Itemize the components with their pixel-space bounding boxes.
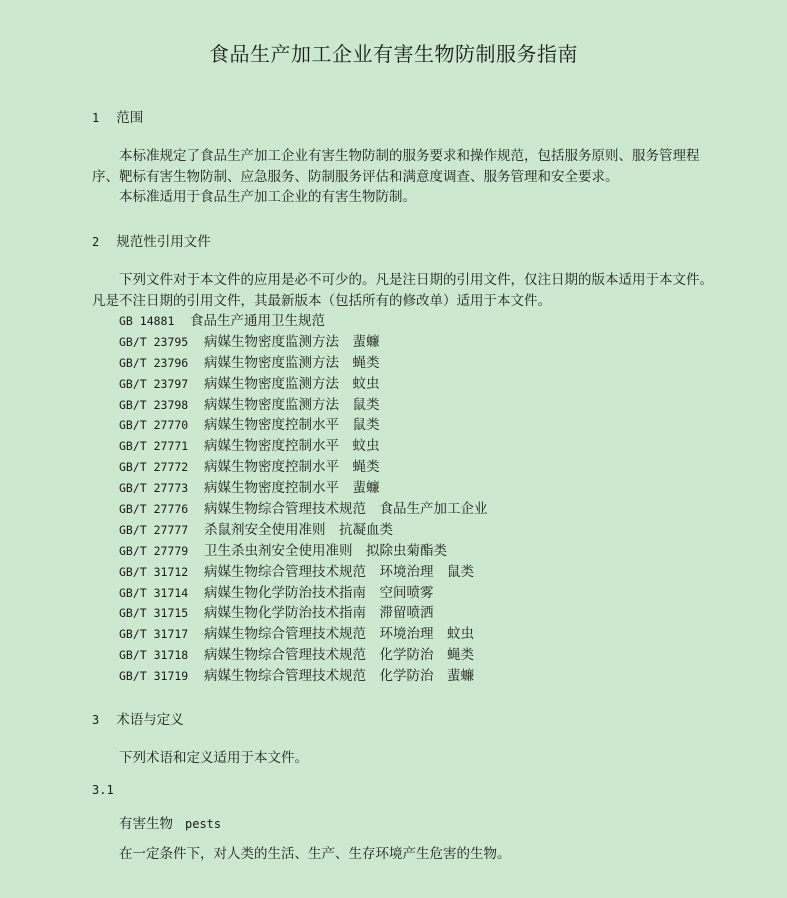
reference-code: GB/T 27777 [119, 522, 189, 537]
reference-code: GB/T 23797 [119, 376, 189, 391]
section-2-number: 2 [92, 235, 100, 249]
reference-item [119, 499, 488, 520]
reference-code: GB/T 27771 [119, 439, 189, 454]
term-entry [119, 812, 221, 832]
reference-item [119, 562, 488, 583]
reference-code: GB/T 27773 [119, 481, 189, 496]
reference-title: 病媒生物密度控制水平 鼠类 [204, 417, 380, 434]
term-english: pests [185, 817, 222, 831]
reference-title: 病媒生物化学防治技术指南 滞留喷洒 [204, 605, 434, 622]
reference-code: GB/T 23795 [119, 334, 189, 349]
reference-item [119, 374, 488, 395]
document-title: 食品生产加工企业有害生物防制服务指南 [209, 42, 578, 66]
reference-code: GB/T 31717 [119, 627, 189, 642]
section-2-heading [92, 230, 211, 250]
reference-code: GB/T 31719 [119, 669, 189, 684]
section-1-number: 1 [92, 111, 100, 125]
reference-title: 病媒生物综合管理技术规范 食品生产加工企业 [204, 501, 488, 518]
reference-item [119, 332, 488, 353]
reference-title: 病媒生物密度控制水平 蜚蠊 [204, 480, 380, 497]
reference-item [119, 603, 488, 624]
section-1-paragraph-1: 本标准规定了食品生产加工企业有害生物防制的服务要求和操作规范，包括服务原则、服务管理程序、靶标有害生物防制、应急服务、防制服务评估和满意度调查、服务管理和安全要求。 [92, 148, 700, 185]
reference-title: 病媒生物密度控制水平 蝇类 [204, 459, 380, 476]
reference-code: GB/T 23796 [119, 355, 189, 370]
reference-item [119, 520, 488, 541]
reference-code: GB/T 27772 [119, 460, 189, 475]
section-3-title: 术语与定义 [116, 712, 184, 728]
term-number: 3.1 [92, 783, 114, 797]
section-1-paragraph-2: 本标准适用于食品生产加工企业的有害生物防制。 [119, 189, 416, 205]
reference-code: GB/T 31714 [119, 585, 189, 600]
reference-item [119, 645, 488, 666]
reference-title: 杀鼠剂安全使用准则 抗凝血类 [204, 521, 393, 538]
reference-title: 病媒生物综合管理技术规范 环境治理 鼠类 [204, 563, 474, 580]
term-chinese: 有害生物 [119, 816, 173, 832]
reference-title: 病媒生物化学防治技术指南 空间喷雾 [204, 584, 434, 601]
reference-item [119, 436, 488, 457]
reference-title: 卫生杀虫剂安全使用准则 拟除虫菊酯类 [204, 542, 447, 559]
reference-item [119, 395, 488, 416]
reference-code: GB/T 27770 [119, 418, 189, 433]
reference-item [119, 353, 488, 374]
reference-title: 病媒生物密度监测方法 鼠类 [204, 396, 380, 413]
reference-title: 病媒生物综合管理技术规范 化学防治 蝇类 [204, 647, 474, 664]
section-3-number: 3 [92, 713, 100, 727]
reference-title: 病媒生物综合管理技术规范 化学防治 蜚蠊 [204, 668, 474, 685]
reference-item [119, 666, 488, 687]
reference-item [119, 311, 488, 332]
reference-item [119, 457, 488, 478]
reference-code: GB/T 31712 [119, 564, 189, 579]
reference-code: GB/T 31715 [119, 606, 189, 621]
section-1-heading [92, 106, 143, 126]
reference-title: 病媒生物密度监测方法 蜚蠊 [204, 333, 380, 350]
reference-title: 病媒生物密度控制水平 蚊虫 [204, 438, 380, 455]
reference-title: 病媒生物密度监测方法 蚊虫 [204, 375, 380, 392]
reference-title: 病媒生物综合管理技术规范 环境治理 蚊虫 [204, 626, 474, 643]
reference-item [119, 415, 488, 436]
section-2-title: 规范性引用文件 [116, 234, 211, 250]
section-3-intro: 下列术语和定义适用于本文件。 [119, 750, 308, 766]
reference-code: GB/T 23798 [119, 397, 189, 412]
section-2-intro: 下列文件对于本文件的应用是必不可少的。凡是注日期的引用文件，仅注日期的版本适用于本文件。凡是不注日期的引用文件，其最新版本（包括所有的修改单）适用于本文件。 [92, 272, 713, 309]
section-3-heading [92, 708, 184, 728]
section-1-title: 范围 [116, 110, 144, 126]
reference-title: 食品生产通用卫生规范 [190, 313, 325, 329]
reference-item [119, 624, 488, 645]
reference-item [119, 478, 488, 499]
reference-title: 病媒生物密度监测方法 蝇类 [204, 354, 380, 371]
reference-item [119, 583, 488, 604]
reference-code: GB/T 27776 [119, 502, 189, 517]
normative-references-list [119, 311, 488, 687]
term-definition: 在一定条件下，对人类的生活、生产、生存环境产生危害的生物。 [119, 846, 511, 862]
reference-code: GB/T 31718 [119, 648, 189, 663]
reference-item [119, 541, 488, 562]
reference-code: GB/T 27779 [119, 543, 189, 558]
reference-code: GB 14881 [119, 314, 175, 328]
